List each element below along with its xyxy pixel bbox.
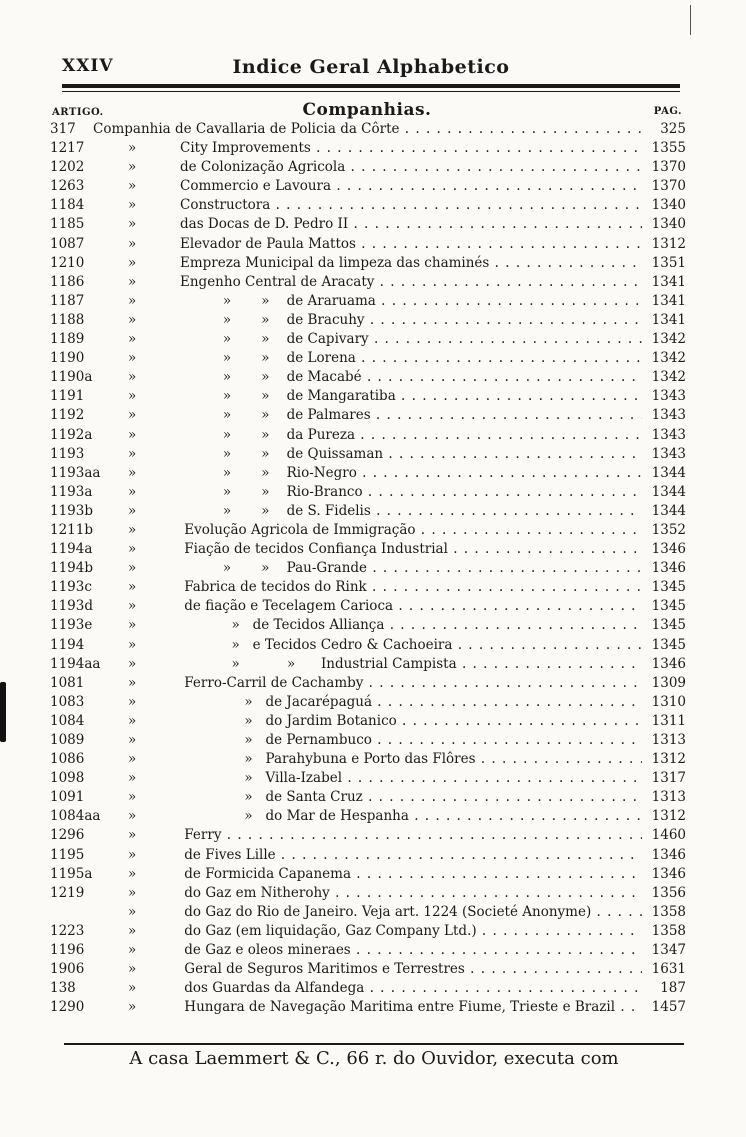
index-entry	[0, 846, 746, 865]
entry-page-number: 1346	[651, 865, 686, 882]
pag-heading: PAG.	[653, 106, 682, 117]
entry-page-number: 1344	[651, 483, 686, 500]
index-entry	[0, 311, 746, 330]
section-heading: Companhias.	[302, 100, 432, 120]
entry-page-number: 1344	[651, 464, 686, 481]
entry-ditto-mark: »	[128, 827, 137, 844]
entry-ditto-mark: »	[128, 464, 137, 481]
entry-description: Fabrica de tecidos do Rink . . .	[180, 578, 642, 597]
index-entry	[0, 273, 746, 292]
entry-page-number: 1342	[651, 369, 686, 386]
index-entry	[0, 368, 746, 387]
entry-description: » » de Quissaman . . .	[180, 445, 642, 464]
entry-description: Hungara de Navegação Maritima entre Fiume, Trieste e Brazil . . .	[180, 998, 642, 1017]
index-entry	[0, 636, 746, 655]
entry-page-number: 187	[660, 980, 686, 997]
index-entry	[0, 254, 746, 273]
entry-description: do Gaz em Nitherohy . . .	[180, 884, 642, 903]
index-entry	[0, 120, 746, 139]
entry-description: » do Mar de Hespanha . . .	[180, 807, 642, 826]
entry-article-number: 1194a	[50, 541, 93, 558]
entry-article-number: 1193c	[50, 579, 92, 596]
entry-article-number: 1195	[50, 846, 85, 863]
index-entry	[0, 731, 746, 750]
entry-description: Evolução Agricola de Immigração . . .	[180, 521, 642, 540]
entry-article-number: 1081	[50, 674, 85, 691]
header-rule-thick	[62, 84, 680, 88]
index-entry	[0, 597, 746, 616]
entry-page-number: 1342	[651, 350, 686, 367]
entry-article-number: 1087	[50, 235, 85, 252]
entry-page-number: 1313	[651, 732, 686, 748]
entry-page-number: 1346	[651, 560, 686, 577]
entry-ditto-mark: »	[128, 426, 137, 443]
entry-description: » e Tecidos Cedro & Cachoeira . . .	[180, 636, 642, 655]
entry-description: Empreza Municipal da limpeza das chaminés . . .	[180, 254, 642, 273]
entry-ditto-mark: »	[128, 178, 137, 195]
index-entry	[0, 177, 746, 196]
entry-article-number: 1296	[50, 827, 85, 844]
entry-description: Ferry . . .	[180, 826, 642, 845]
entry-ditto-mark: »	[128, 197, 137, 214]
index-entry	[0, 235, 746, 254]
entry-ditto-mark: »	[128, 961, 137, 978]
index-entry	[0, 426, 746, 445]
entry-page-number: 1460	[651, 827, 686, 844]
entry-description: » do Jardim Botanico . . .	[180, 712, 642, 731]
entry-page-number: 1345	[651, 636, 686, 653]
entry-article-number: 317	[50, 121, 76, 137]
entry-ditto-mark: »	[128, 770, 137, 787]
entry-article-number: 1083	[50, 693, 85, 710]
entry-article-number: 1086	[50, 751, 85, 768]
entry-article-number: 1193e	[50, 617, 93, 634]
index-entry	[0, 406, 746, 425]
entry-article-number: 1091	[50, 789, 85, 806]
entry-ditto-mark: »	[128, 999, 137, 1016]
index-entry	[0, 769, 746, 788]
index-entry	[0, 712, 746, 731]
entry-article-number: 1196	[50, 942, 85, 959]
entry-ditto-mark: »	[128, 674, 137, 691]
index-entry	[0, 655, 746, 674]
index-entry	[0, 865, 746, 884]
index-entry	[0, 693, 746, 712]
index-entries	[0, 120, 746, 1017]
index-entry	[0, 903, 746, 922]
entry-description: » » Rio-Negro . . .	[180, 464, 642, 483]
entry-description: » » de Palmares . . .	[180, 406, 642, 425]
footer-advert: A casa Laemmert & C., 66 r. do Ouvidor, executa com	[129, 1048, 619, 1069]
entry-article-number: 1190	[50, 350, 85, 367]
entry-ditto-mark: »	[128, 751, 137, 768]
entry-page-number: 1345	[651, 617, 686, 634]
entry-page-number: 1341	[651, 292, 686, 309]
index-entry	[0, 750, 746, 769]
entry-description: » » de Capivary . . .	[180, 330, 642, 349]
entry-page-number: 1346	[651, 541, 686, 558]
entry-page-number: 1352	[651, 521, 686, 538]
entry-page-number: 1312	[651, 235, 686, 252]
entry-description: » » Pau-Grande . . .	[180, 559, 642, 578]
entry-page-number: 1341	[651, 311, 686, 328]
entry-ditto-mark: »	[128, 292, 137, 309]
index-entry	[0, 616, 746, 635]
entry-page-number: 1345	[651, 579, 686, 596]
index-entry	[0, 674, 746, 693]
entry-description: do Gaz (em liquidação, Gaz Company Ltd.) . . .	[180, 922, 642, 941]
entry-article-number: 1290	[50, 999, 85, 1016]
index-entry	[0, 559, 746, 578]
header-rule-thin	[62, 91, 680, 92]
entry-article-number: 1192	[50, 407, 85, 424]
entry-article-number: 1193	[50, 445, 85, 462]
index-entry	[0, 215, 746, 234]
entry-ditto-mark: »	[128, 808, 137, 825]
entry-page-number: 1309	[651, 674, 686, 691]
entry-description: » » de Lorena . . .	[180, 349, 642, 368]
entry-page-number: 1346	[651, 655, 686, 672]
entry-page-number: 1631	[651, 961, 686, 978]
entry-ditto-mark: »	[128, 636, 137, 653]
entry-page-number: 1343	[651, 426, 686, 443]
entry-page-number: 1356	[651, 884, 686, 901]
entry-article-number: 1084	[50, 712, 85, 729]
index-entry	[0, 807, 746, 826]
entry-article-number: 1188	[50, 311, 85, 328]
entry-article-number: 1906	[50, 961, 85, 978]
entry-page-number: 1311	[651, 712, 686, 729]
index-entry	[0, 139, 746, 158]
entry-article-number: 1194b	[50, 560, 93, 577]
entry-article-number: 1189	[50, 331, 85, 348]
entry-description: » » de Araruama . . .	[180, 292, 642, 311]
index-entry	[0, 292, 746, 311]
entry-ditto-mark: »	[128, 369, 137, 386]
entry-description: City Improvements . . .	[180, 139, 642, 158]
page-header	[62, 56, 680, 82]
entry-ditto-mark: »	[128, 388, 137, 405]
index-entry	[0, 196, 746, 215]
index-entry	[0, 941, 746, 960]
entry-ditto-mark: »	[128, 521, 137, 538]
index-entry	[0, 998, 746, 1017]
entry-page-number: 1312	[651, 808, 686, 825]
entry-description: dos Guardas da Alfandega . . .	[180, 979, 642, 998]
entry-description: » » Rio-Branco . . .	[180, 483, 642, 502]
index-entry	[0, 464, 746, 483]
entry-page-number: 1346	[651, 846, 686, 863]
index-entry	[0, 158, 746, 177]
entry-ditto-mark: »	[128, 560, 137, 577]
entry-article-number: 1223	[50, 922, 85, 939]
entry-article-number: 1202	[50, 159, 85, 176]
index-entry	[0, 445, 746, 464]
entry-article-number: 1187	[50, 292, 85, 309]
entry-article-number: 1194	[50, 636, 85, 653]
index-entry	[0, 578, 746, 597]
entry-ditto-mark: »	[128, 350, 137, 367]
entry-description: de Colonização Agricola . . .	[180, 158, 642, 177]
entry-page-number: 1343	[651, 388, 686, 405]
entry-page-number: 1358	[651, 903, 686, 920]
index-entry	[0, 960, 746, 979]
entry-article-number: 138	[50, 980, 76, 997]
entry-article-number: 1190a	[50, 369, 93, 386]
entry-page-number: 1317	[651, 770, 686, 787]
entry-description: » » de Macabé . . .	[180, 368, 642, 387]
entry-article-number: 1098	[50, 770, 85, 787]
index-entry	[0, 922, 746, 941]
entry-description: Engenho Central de Aracaty . . .	[180, 273, 642, 292]
entry-description: » » Industrial Campista . . .	[180, 655, 642, 674]
entry-ditto-mark: »	[128, 903, 137, 920]
entry-ditto-mark: »	[128, 502, 137, 519]
entry-article-number: 1089	[50, 732, 85, 748]
entry-page-number: 1313	[651, 789, 686, 806]
entry-article-number: 1195a	[50, 865, 93, 882]
entry-ditto-mark: »	[128, 541, 137, 558]
entry-article-number: 1184	[50, 197, 85, 214]
entry-description: Companhia de Cavallaria de Policia da Côrte . . .	[93, 120, 642, 139]
entry-article-number: 1192a	[50, 426, 93, 443]
entry-page-number: 1370	[651, 159, 686, 176]
entry-description: » » da Pureza . . .	[180, 426, 642, 445]
entry-description: Elevador de Paula Mattos . . .	[180, 235, 642, 254]
entry-page-number: 1355	[651, 140, 686, 157]
entry-page-number: 325	[660, 121, 686, 137]
entry-article-number: 1217	[50, 140, 85, 157]
entry-ditto-mark: »	[128, 655, 137, 672]
entry-article-number: 1084aa	[50, 808, 101, 825]
entry-ditto-mark: »	[128, 445, 137, 462]
index-entry	[0, 788, 746, 807]
column-headings	[52, 100, 682, 122]
entry-description: de Formicida Capanema . . .	[180, 865, 642, 884]
entry-description: Fiação de tecidos Confiança Industrial . . .	[180, 540, 642, 559]
entry-ditto-mark: »	[128, 846, 137, 863]
entry-page-number: 1347	[651, 942, 686, 959]
entry-page-number: 1344	[651, 502, 686, 519]
entry-ditto-mark: »	[128, 712, 137, 729]
entry-description: das Docas de D. Pedro II . . .	[180, 215, 642, 234]
entry-description: » de Santa Cruz . . .	[180, 788, 642, 807]
entry-page-number: 1358	[651, 922, 686, 939]
entry-page-number: 1340	[651, 216, 686, 233]
entry-article-number: 1210	[50, 254, 85, 271]
entry-page-number: 1341	[651, 273, 686, 290]
entry-page-number: 1342	[651, 331, 686, 348]
index-entry	[0, 884, 746, 903]
entry-description: Geral de Seguros Maritimos e Terrestres . . .	[180, 960, 642, 979]
entry-page-number: 1343	[651, 407, 686, 424]
entry-ditto-mark: »	[128, 884, 137, 901]
entry-ditto-mark: »	[128, 980, 137, 997]
entry-article-number: 1211b	[50, 521, 93, 538]
entry-description: » de Jacarépaguá . . .	[180, 693, 642, 712]
entry-description: » » de Bracuhy . . .	[180, 311, 642, 330]
entry-article-number: 1193b	[50, 502, 93, 519]
entry-ditto-mark: »	[128, 865, 137, 882]
entry-ditto-mark: »	[128, 579, 137, 596]
index-entry	[0, 521, 746, 540]
entry-ditto-mark: »	[128, 483, 137, 500]
scan-artifact-line	[690, 5, 691, 35]
entry-ditto-mark: »	[128, 789, 137, 806]
entry-page-number: 1343	[651, 445, 686, 462]
entry-page-number: 1351	[651, 254, 686, 271]
entry-page-number: 1310	[651, 693, 686, 710]
entry-ditto-mark: »	[128, 331, 137, 348]
entry-ditto-mark: »	[128, 732, 137, 748]
entry-description: Ferro-Carril de Cachamby . . .	[180, 674, 642, 693]
index-entry	[0, 349, 746, 368]
entry-ditto-mark: »	[128, 235, 137, 252]
entry-ditto-mark: »	[128, 273, 137, 290]
index-entry	[0, 540, 746, 559]
entry-description: do Gaz do Rio de Janeiro. Veja art. 1224 (Societé Anonyme) . . .	[180, 903, 642, 922]
entry-ditto-mark: »	[128, 216, 137, 233]
entry-article-number: 1191	[50, 388, 85, 405]
entry-article-number: 1219	[50, 884, 85, 901]
entry-description: de Fives Lille . . .	[180, 846, 642, 865]
entry-article-number: 1263	[50, 178, 85, 195]
entry-description: Constructora . . .	[180, 196, 642, 215]
entry-article-number: 1194aa	[50, 655, 101, 672]
entry-description: » » de S. Fidelis . . .	[180, 502, 642, 521]
index-entry	[0, 330, 746, 349]
entry-description: de Gaz e oleos mineraes . . .	[180, 941, 642, 960]
entry-article-number: 1193aa	[50, 464, 101, 481]
entry-ditto-mark: »	[128, 693, 137, 710]
entry-ditto-mark: »	[128, 407, 137, 424]
entry-ditto-mark: »	[128, 942, 137, 959]
entry-ditto-mark: »	[128, 311, 137, 328]
entry-description: » Parahybuna e Porto das Flôres . . .	[180, 750, 642, 769]
entry-ditto-mark: »	[128, 140, 137, 157]
entry-page-number: 1457	[651, 999, 686, 1016]
entry-description: de fiação e Tecelagem Carioca . . .	[180, 597, 642, 616]
entry-article-number: 1186	[50, 273, 85, 290]
index-entry	[0, 483, 746, 502]
entry-article-number: 1193a	[50, 483, 93, 500]
entry-description: » de Tecidos Alliança . . .	[180, 616, 642, 635]
footer-rule	[64, 1043, 684, 1045]
entry-page-number: 1345	[651, 598, 686, 615]
entry-ditto-mark: »	[128, 922, 137, 939]
index-entry	[0, 502, 746, 521]
entry-description: » de Pernambuco . . .	[180, 731, 642, 750]
index-entry	[0, 387, 746, 406]
entry-description: Commercio e Lavoura . . .	[180, 177, 642, 196]
page-number: XXIV	[62, 56, 114, 76]
entry-article-number: 1193d	[50, 598, 93, 615]
artigo-heading: ARTIGO.	[52, 107, 104, 118]
entry-article-number: 1185	[50, 216, 85, 233]
entry-ditto-mark: »	[128, 254, 137, 271]
entry-description: » Villa-Izabel . . .	[180, 769, 642, 788]
index-entry	[0, 979, 746, 998]
entry-ditto-mark: »	[128, 159, 137, 176]
entry-page-number: 1312	[651, 751, 686, 768]
entry-page-number: 1340	[651, 197, 686, 214]
entry-ditto-mark: »	[128, 598, 137, 615]
page-title: Indice Geral Alphabetico	[232, 56, 510, 78]
index-entry	[0, 826, 746, 845]
entry-description: » » de Mangaratiba . . .	[180, 387, 642, 406]
entry-ditto-mark: »	[128, 617, 137, 634]
entry-page-number: 1370	[651, 178, 686, 195]
